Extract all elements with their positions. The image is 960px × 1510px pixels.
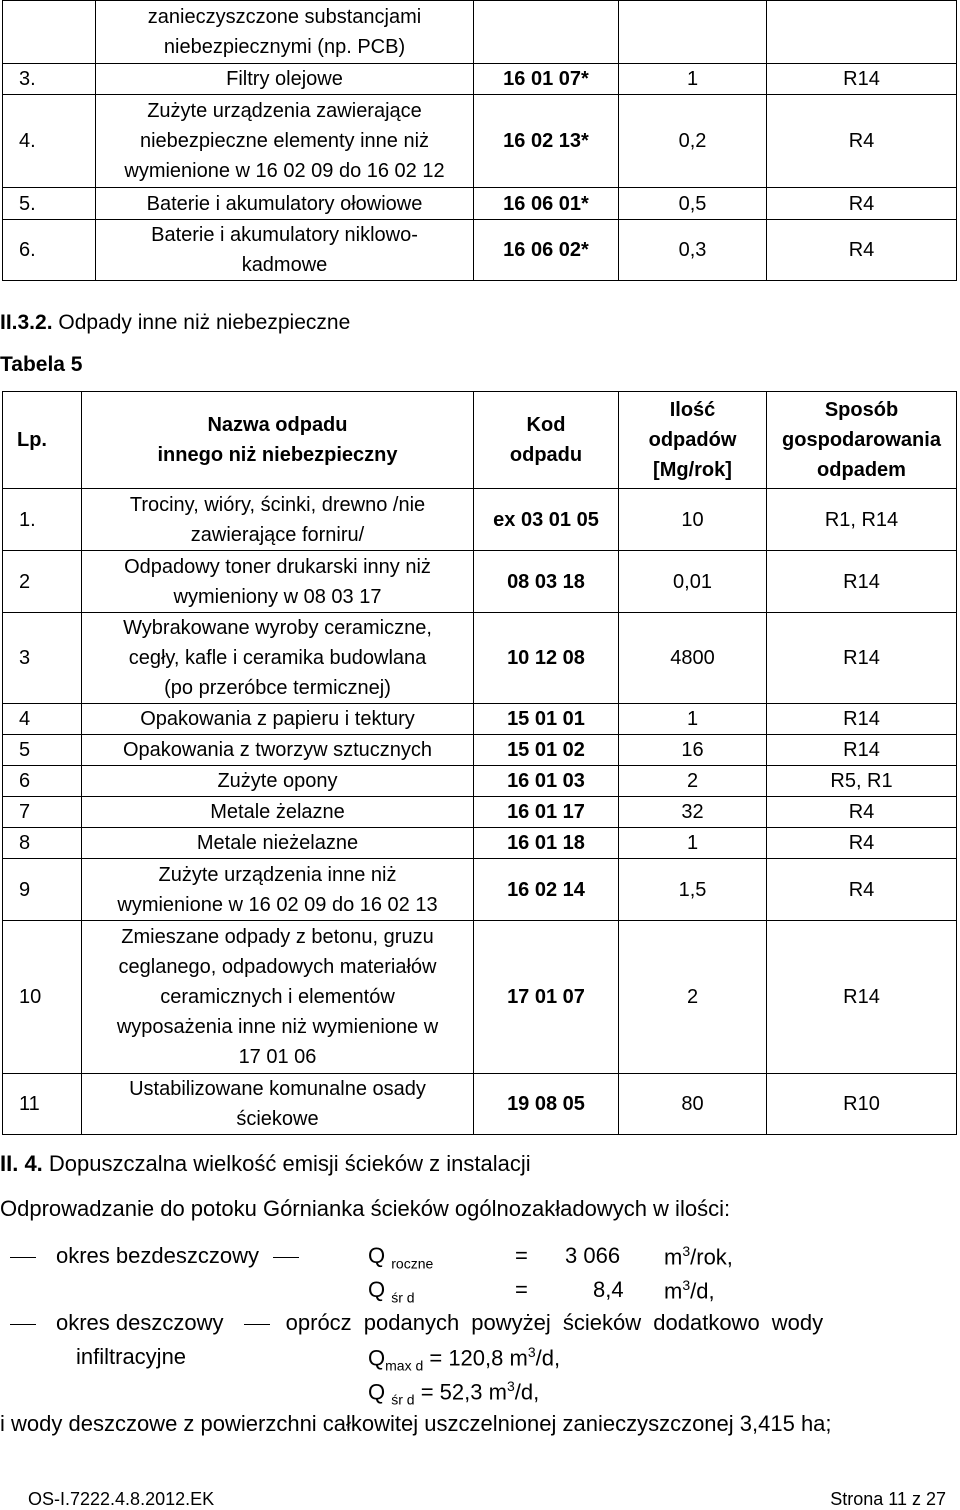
table-row	[3, 859, 957, 921]
annual-unit: $m^3$/rok,	[664, 1243, 733, 1270]
cell-name: Metale nieżelazne	[82, 828, 474, 859]
cell-no: 3	[3, 613, 82, 704]
wet-text-2: infiltracyjne	[76, 1344, 187, 1369]
q-max-daily: $Q_{max d} = 120,8$ $m^3/d$,	[368, 1344, 561, 1374]
cell-name: Zmieszane odpady z betonu, gruzu ceglanego, odpadowych materiałów ceramicznych i elementów wyposażenia inne niż wymienione w 17 01 06	[82, 921, 474, 1074]
cell-no: 8	[3, 828, 82, 859]
cell-no: 4.	[3, 95, 96, 188]
wet-period-line-3	[0, 1378, 960, 1408]
cell-qty: 1	[619, 704, 767, 735]
header-lp: Lp.	[3, 392, 82, 489]
table-row	[3, 1074, 957, 1135]
cell-name: Filtry olejowe	[96, 64, 474, 95]
cell-method: R4	[767, 220, 957, 281]
cell-no	[3, 1, 96, 64]
cell-method	[767, 1, 957, 64]
header-method: Sposób gospodarowania odpadem	[767, 392, 957, 489]
closing-line: i wody deszczowe z powierzchni całkowitej uszczelnionej zanieczyszczonej 3,415 ha;	[0, 1411, 832, 1436]
cell-code: 16 01 18	[474, 828, 619, 859]
hazardous-waste-table-continued	[2, 0, 957, 281]
table-row	[3, 489, 957, 551]
cell-name: Zużyte opony	[82, 766, 474, 797]
section-heading-ii32	[0, 311, 350, 335]
cell-code: 16 06 01*	[474, 188, 619, 220]
cell-method: R4	[767, 828, 957, 859]
cell-method: R14	[767, 613, 957, 704]
cell-name: Odpadowy toner drukarski inny niż wymieniony w 08 03 17	[82, 551, 474, 613]
cell-method: R14	[767, 735, 957, 766]
cell-name: Wybrakowane wyroby ceramiczne, cegły, kafle i ceramika budowlana (po przeróbce termicznej)	[82, 613, 474, 704]
table-row	[3, 551, 957, 613]
q-annual: Q $_{roczne}$	[368, 1243, 434, 1272]
dry-period-line	[0, 1243, 733, 1272]
table-row	[3, 613, 957, 704]
cell-method: R4	[767, 797, 957, 828]
table-caption: Tabela 5	[0, 353, 83, 376]
dry-label: okres bezdeszczowy	[56, 1243, 259, 1268]
cell-name: Metale żelazne	[82, 797, 474, 828]
cell-code: 10 12 08	[474, 613, 619, 704]
table-row	[3, 95, 957, 188]
cell-qty: 1,5	[619, 859, 767, 921]
table-row	[3, 766, 957, 797]
cell-code: ex 03 01 05	[474, 489, 619, 551]
cell-method: R4	[767, 95, 957, 188]
daily-avg-unit: $m^3/d$,	[664, 1277, 715, 1304]
cell-no: 2	[3, 551, 82, 613]
cell-no: 4	[3, 704, 82, 735]
footer-page-number: Strona 11 z 27	[830, 1489, 946, 1509]
header-qty: Ilość odpadów [Mg/rok]	[619, 392, 767, 489]
cell-code: 16 02 13*	[474, 95, 619, 188]
cell-method: R5, R1	[767, 766, 957, 797]
cell-method: R1, R14	[767, 489, 957, 551]
cell-qty: 0,01	[619, 551, 767, 613]
section-number: II.3.2.	[0, 311, 53, 334]
cell-name: Ustabilizowane komunalne osady ściekowe	[82, 1074, 474, 1135]
cell-name: Baterie i akumulatory niklowo- kadmowe	[96, 220, 474, 281]
wet-text: oprócz podanych powyżej ścieków dodatkowo wody	[285, 1310, 824, 1335]
cell-method: R14	[767, 704, 957, 735]
table-row	[3, 188, 957, 220]
cell-code: 15 01 02	[474, 735, 619, 766]
cell-no: 9	[3, 859, 82, 921]
cell-name: Baterie i akumulatory ołowiowe	[96, 188, 474, 220]
cell-qty: 1	[619, 64, 767, 95]
cell-code: 15 01 01	[474, 704, 619, 735]
header-name: Nazwa odpadu innego niż niebezpieczny	[82, 392, 474, 489]
cell-no: 10	[3, 921, 82, 1074]
cell-qty: 1	[619, 828, 767, 859]
eq-sign: =	[515, 1243, 528, 1268]
cell-qty: 10	[619, 489, 767, 551]
cell-method: R14	[767, 921, 957, 1074]
cell-no: 11	[3, 1074, 82, 1135]
cell-qty	[619, 1, 767, 64]
wet-period-line-2	[0, 1344, 960, 1374]
cell-qty: 80	[619, 1074, 767, 1135]
section-number: II. 4.	[0, 1151, 43, 1176]
wet-period-line	[0, 1310, 960, 1336]
eq-sign: =	[515, 1277, 528, 1302]
cell-qty: 4800	[619, 613, 767, 704]
cell-no: 5	[3, 735, 82, 766]
cell-no: 3.	[3, 64, 96, 95]
cell-method: R14	[767, 551, 957, 613]
section-title: Dopuszczalna wielkość emisji ścieków z instalacji	[48, 1151, 531, 1176]
cell-no: 7	[3, 797, 82, 828]
cell-code: 08 03 18	[474, 551, 619, 613]
dry-period-line-2	[0, 1277, 960, 1307]
cell-qty: 0,3	[619, 220, 767, 281]
cell-no: 1.	[3, 489, 82, 551]
header-code: Kod odpadu	[474, 392, 619, 489]
cell-no: 6	[3, 766, 82, 797]
cell-qty: 0,5	[619, 188, 767, 220]
q-daily-avg-wet: Q $_{śr d}$ = 52,3 $m^3/d$,	[368, 1378, 540, 1408]
cell-qty: 32	[619, 797, 767, 828]
cell-no: 5.	[3, 188, 96, 220]
annual-value: 3 066	[565, 1243, 621, 1268]
q-daily-avg: Q $_{śr d}$	[368, 1277, 415, 1306]
cell-no: 6.	[3, 220, 96, 281]
cell-code: 16 01 07*	[474, 64, 619, 95]
cell-code: 16 02 14	[474, 859, 619, 921]
footer-reference: OS-I.7222.4.8.2012.EK	[28, 1489, 215, 1509]
cell-code: 16 01 17	[474, 797, 619, 828]
cell-qty: 0,2	[619, 95, 767, 188]
cell-code: 16 06 02*	[474, 220, 619, 281]
cell-name: Zużyte urządzenia zawierające niebezpieczne elementy inne niż wymienione w 16 02 09 do 16 02 12	[96, 95, 474, 188]
wet-label: okres deszczowy	[56, 1310, 224, 1335]
cell-method: R14	[767, 64, 957, 95]
cell-code: 16 01 03	[474, 766, 619, 797]
table-row	[3, 921, 957, 1074]
cell-method: R10	[767, 1074, 957, 1135]
dash-bullet	[10, 1257, 36, 1258]
cell-method: R4	[767, 859, 957, 921]
cell-qty: 2	[619, 921, 767, 1074]
cell-qty: 16	[619, 735, 767, 766]
daily-avg-value: 8,4	[593, 1277, 624, 1302]
cell-method: R4	[767, 188, 957, 220]
table-row	[3, 64, 957, 95]
table-row	[3, 828, 957, 859]
cell-code: 19 08 05	[474, 1074, 619, 1135]
table-row	[3, 1, 957, 64]
discharge-intro: Odprowadzanie do potoku Górnianka ścieków ogólnozakładowych w ilości:	[0, 1196, 731, 1221]
dash-separator	[273, 1257, 299, 1258]
dash-separator	[244, 1324, 270, 1325]
table-header-row	[3, 392, 957, 489]
cell-code	[474, 1, 619, 64]
cell-qty: 2	[619, 766, 767, 797]
cell-code: 17 01 07	[474, 921, 619, 1074]
table-row	[3, 704, 957, 735]
non-hazardous-waste-table	[2, 391, 957, 1135]
section-title: Odpady inne niż niebezpieczne	[58, 311, 351, 334]
section-heading-ii4	[0, 1151, 531, 1177]
cell-name: Zużyte urządzenia inne niż wymienione w 16 02 09 do 16 02 13	[82, 859, 474, 921]
table-row	[3, 797, 957, 828]
cell-name: Opakowania z papieru i tektury	[82, 704, 474, 735]
dash-bullet	[10, 1324, 36, 1325]
table-row	[3, 735, 957, 766]
table-row	[3, 220, 957, 281]
cell-name: Opakowania z tworzyw sztucznych	[82, 735, 474, 766]
cell-name: zanieczyszczone substancjami niebezpiecznymi (np. PCB)	[96, 1, 474, 64]
cell-name: Trociny, wióry, ścinki, drewno /nie zawierające forniru/	[82, 489, 474, 551]
